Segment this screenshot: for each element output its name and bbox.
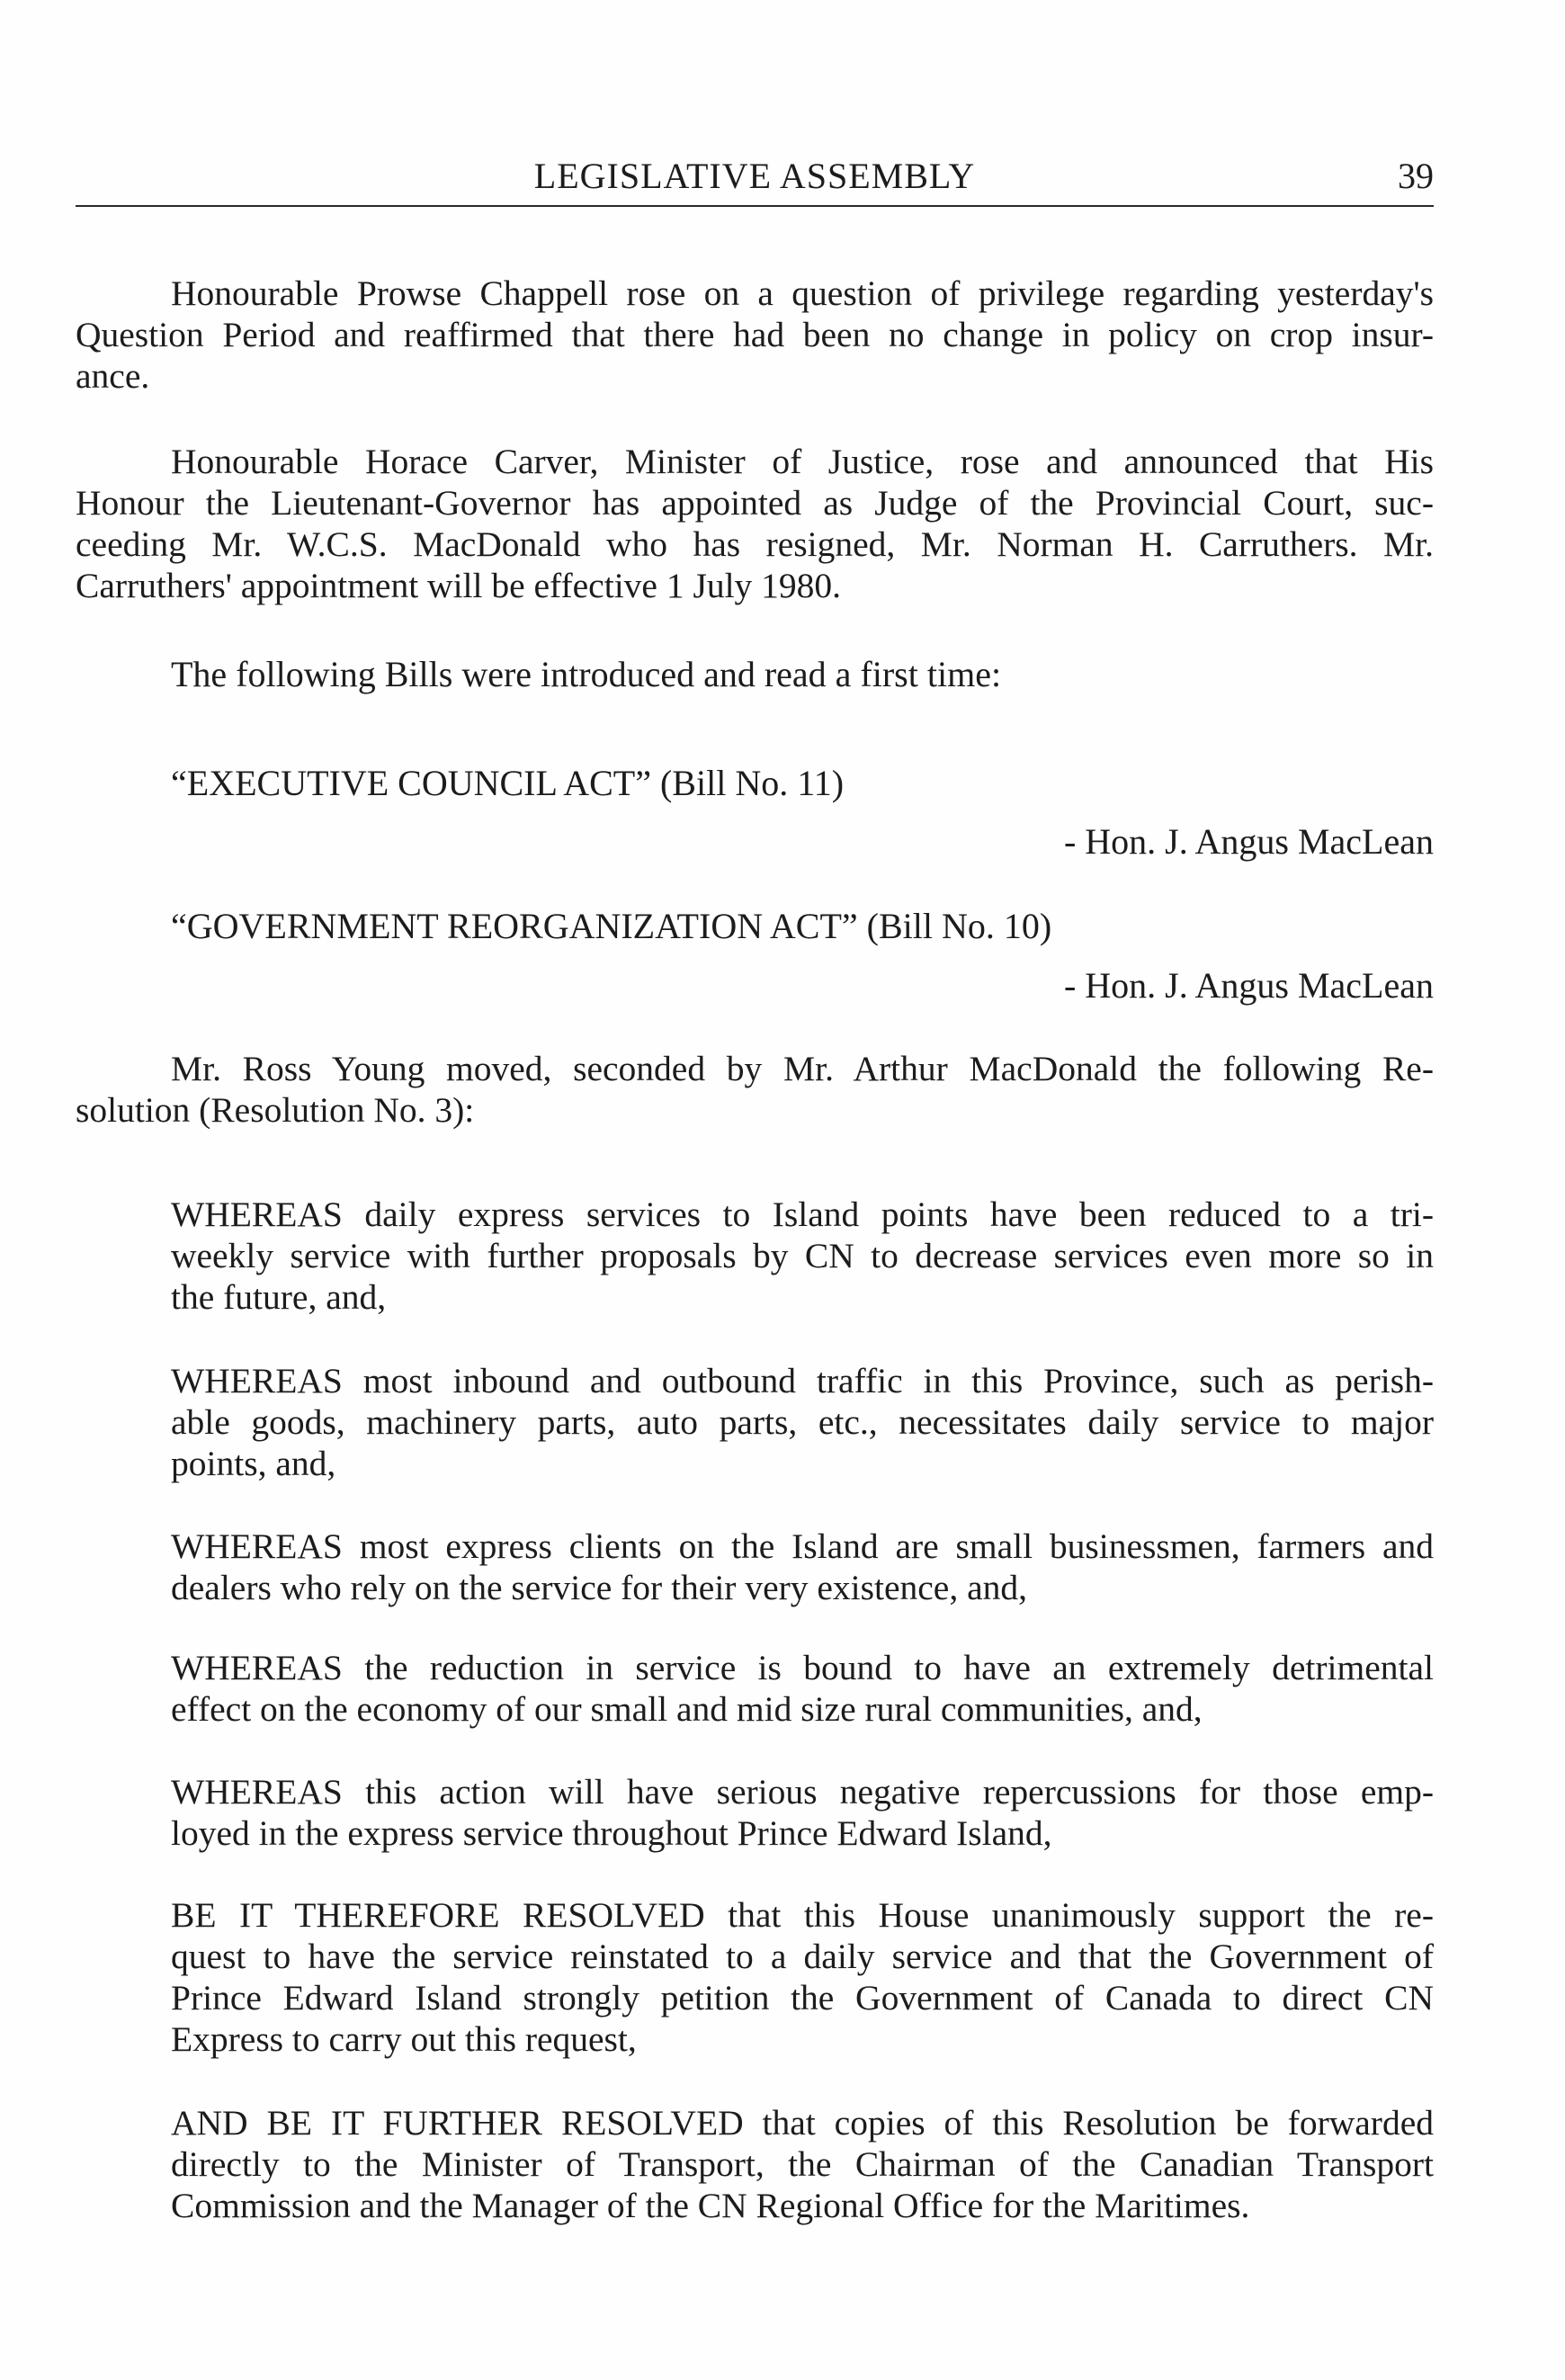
motion-paragraph (76, 1048, 1434, 1131)
text-line: WHEREAS this action will have serious negative repercussions for those emp- (171, 1772, 1434, 1812)
page-header (76, 151, 1434, 207)
text-line: directly to the Minister of Transport, the Chairman of the Canadian Transport (171, 2144, 1434, 2184)
bill-title: “EXECUTIVE COUNCIL ACT” (Bill No. 11) (171, 763, 845, 803)
text-line: BE IT THEREFORE RESOLVED that this House unanimously support the re- (171, 1895, 1434, 1935)
resolution-clause (171, 1526, 1434, 1608)
page-number: 39 (1398, 156, 1434, 196)
text-line: quest to have the service reinstated to a daily service and that the Government of (171, 1937, 1434, 1976)
resolution-clause (171, 2102, 1434, 2226)
text-line: WHEREAS most express clients on the Island are small businessmen, farmers and (171, 1526, 1434, 1566)
bills-intro: The following Bills were introduced and read a first time: (171, 654, 1002, 694)
text-line: weekly service with further proposals by CN to decrease services even more so in (171, 1236, 1434, 1275)
text-line: AND BE IT FURTHER RESOLVED that copies of this Resolution be forwarded (171, 2103, 1434, 2143)
text-line: Prince Edward Island strongly petition the Government of Canada to direct CN (171, 1978, 1434, 2018)
text-line: effect on the economy of our small and mid size rural communities, and, (171, 1689, 1203, 1729)
text-line: Mr. Ross Young moved, seconded by Mr. Arthur MacDonald the following Re- (171, 1049, 1434, 1088)
resolution-clause (171, 1647, 1434, 1730)
resolution-clause (171, 1771, 1434, 1854)
text-line: WHEREAS daily express services to Island points have been reduced to a tri- (171, 1194, 1434, 1234)
resolution-clause (171, 1194, 1434, 1318)
resolution-clause (171, 1894, 1434, 2060)
text-line: ceeding Mr. W.C.S. MacDonald who has resigned, Mr. Norman H. Carruthers. Mr. (76, 524, 1434, 564)
text-line: Honourable Horace Carver, Minister of Justice, rose and announced that His (171, 442, 1434, 481)
text-line: Express to carry out this request, (171, 2019, 637, 2059)
text-line: able goods, machinery parts, auto parts, etc., necessitates daily service to major (171, 1402, 1434, 1442)
judge-appointment-paragraph (76, 441, 1434, 606)
bill-sponsor: - Hon. J. Angus MacLean (1063, 821, 1434, 862)
privilege-paragraph (76, 273, 1434, 397)
text-line: Honour the Lieutenant-Governor has appointed as Judge of the Provincial Court, suc- (76, 483, 1434, 523)
bill-sponsor: - Hon. J. Angus MacLean (1063, 965, 1434, 1006)
text-line: solution (Resolution No. 3): (76, 1090, 475, 1130)
text-line: the future, and, (171, 1277, 387, 1317)
text-line: loyed in the express service throughout Prince Edward Island, (171, 1813, 1052, 1853)
page-title: LEGISLATIVE ASSEMBLY (533, 156, 976, 196)
text-line: Carruthers' appointment will be effective 1 July 1980. (76, 566, 842, 605)
resolution-clause (171, 1360, 1434, 1484)
text-line: WHEREAS the reduction in service is bound to have an extremely detrimental (171, 1648, 1434, 1687)
text-line: Honourable Prowse Chappell rose on a question of privilege regarding yesterday's (171, 273, 1434, 313)
text-line: dealers who rely on the service for their very existence, and, (171, 1568, 1027, 1607)
text-line: ance. (76, 356, 150, 396)
text-line: Question Period and reaffirmed that there had been no change in policy on crop insur- (76, 315, 1434, 354)
text-line: WHEREAS most inbound and outbound traffic in this Province, such as perish- (171, 1361, 1434, 1400)
text-line: Commission and the Manager of the CN Regional Office for the Maritimes. (171, 2186, 1250, 2225)
text-line: points, and, (171, 1444, 336, 1483)
bill-title: “GOVERNMENT REORGANIZATION ACT” (Bill No. 10) (171, 906, 1052, 946)
